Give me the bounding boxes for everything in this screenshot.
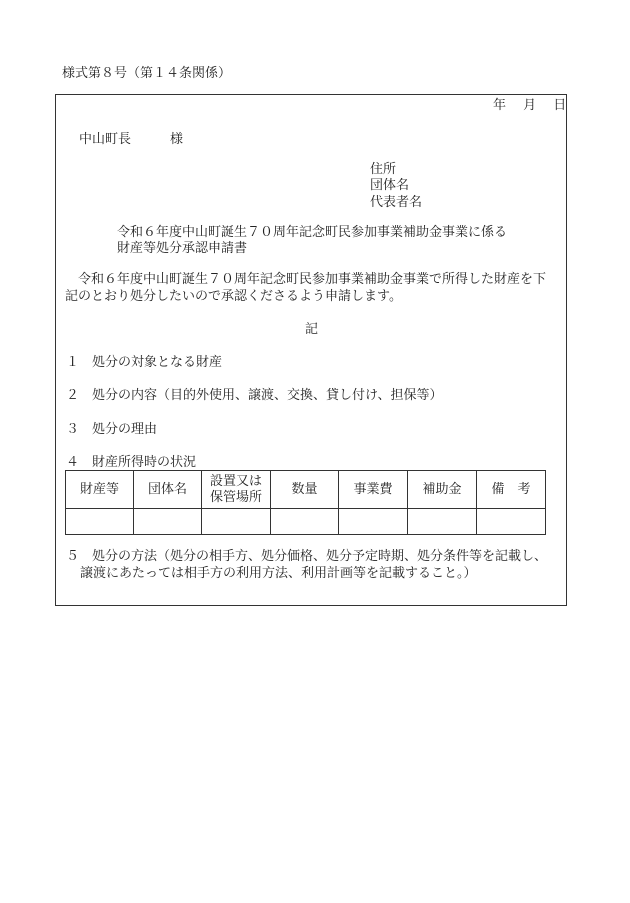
item-3: ３ 処分の理由 bbox=[66, 422, 158, 437]
header-project-cost: 事業費 bbox=[339, 471, 408, 509]
item-5-line2: 譲渡にあたっては相手方の利用方法、利用計画等を記載すること。） bbox=[80, 566, 477, 581]
header-location bbox=[202, 471, 271, 509]
table-cell bbox=[202, 509, 271, 535]
item-1: １ 処分の対象となる財産 bbox=[66, 355, 223, 370]
table-header-row bbox=[66, 471, 546, 509]
table-cell bbox=[408, 509, 477, 535]
date-line: 年 月 日 bbox=[493, 98, 567, 113]
document-title-line1: 令和６年度中山町誕生７０周年記念町民参加事業補助金事業に係る bbox=[117, 225, 508, 240]
ki-heading: 記 bbox=[305, 322, 319, 337]
table-row bbox=[66, 509, 546, 535]
table-cell bbox=[66, 509, 134, 535]
table-cell bbox=[134, 509, 202, 535]
header-property: 財産等 bbox=[66, 471, 134, 509]
form-number: 様式第８号（第１４条関係） bbox=[62, 66, 232, 81]
item-5-line1: ５ 処分の方法（処分の相手方、処分価格、処分予定時期、処分条件等を記載し、 bbox=[66, 549, 548, 564]
group-name-label: 団体名 bbox=[370, 178, 410, 193]
representative-label: 代表者名 bbox=[370, 195, 423, 210]
body-text-line2: 記のとおり処分したいので承認くださるよう申請します。 bbox=[65, 289, 402, 304]
header-group-name: 団体名 bbox=[134, 471, 202, 509]
header-quantity: 数量 bbox=[271, 471, 339, 509]
property-status-table bbox=[65, 470, 546, 535]
table-cell bbox=[477, 509, 546, 535]
table-cell bbox=[271, 509, 339, 535]
document-title-line2: 財産等処分承認申請書 bbox=[117, 241, 248, 256]
body-text-line1: 令和６年度中山町誕生７０周年記念町民参加事業補助金事業で所得した財産を下 bbox=[78, 272, 547, 287]
header-location-line2: 保管場所 bbox=[209, 489, 262, 505]
item-4: ４ 財産所得時の状況 bbox=[66, 455, 197, 470]
item-2: ２ 処分の内容（目的外使用、譲渡、交換、貸し付け、担保等） bbox=[66, 388, 443, 403]
header-location-line1: 設置又は bbox=[209, 473, 262, 489]
header-remarks: 備 考 bbox=[477, 471, 546, 509]
address-label: 住所 bbox=[370, 162, 397, 177]
addressee: 中山町長 様 bbox=[79, 132, 184, 147]
table-cell bbox=[339, 509, 408, 535]
header-subsidy: 補助金 bbox=[408, 471, 477, 509]
